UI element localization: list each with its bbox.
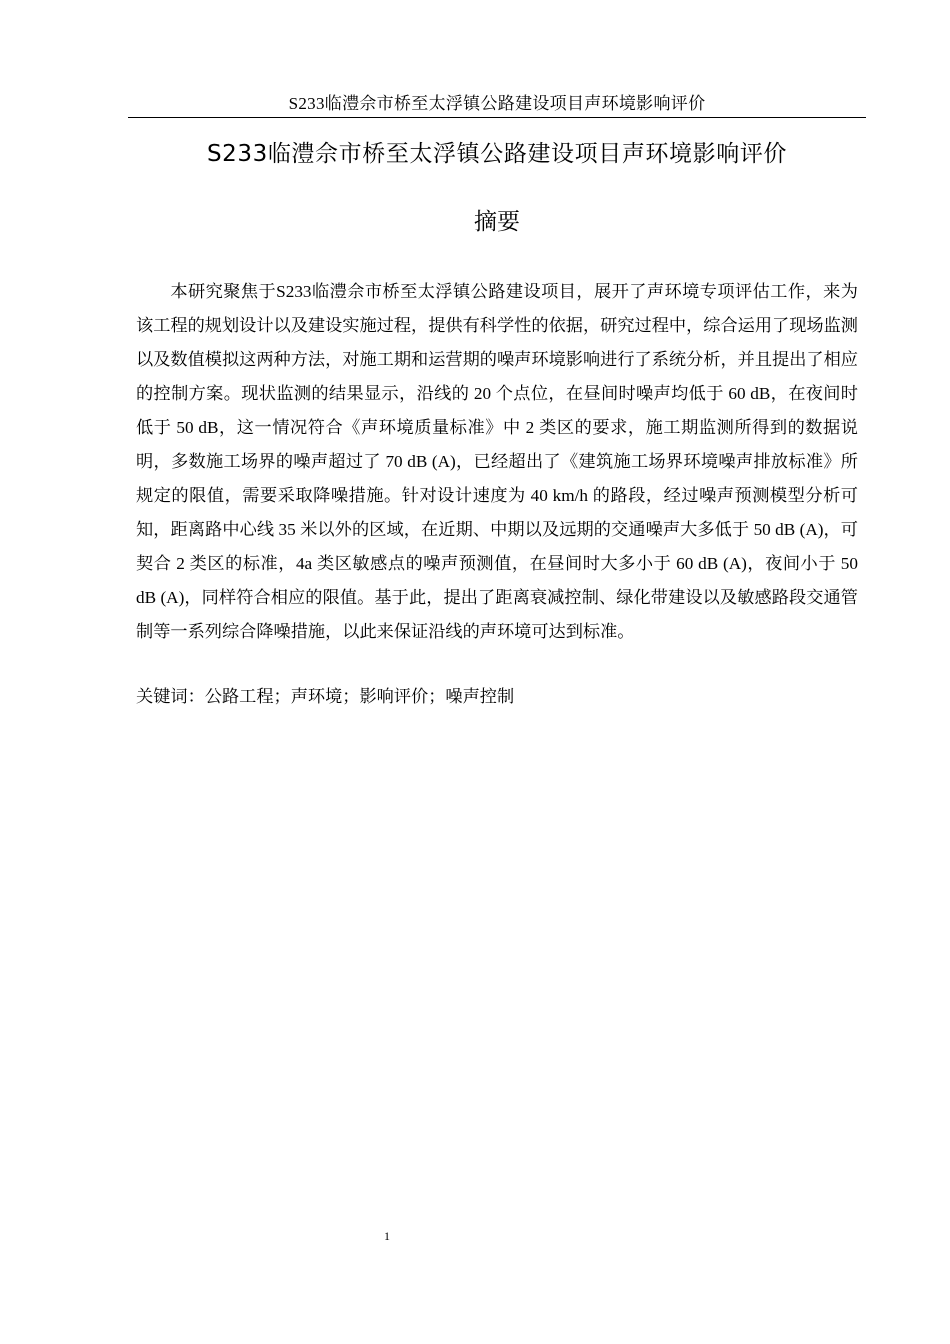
document-title: S233临澧佘市桥至太浮镇公路建设项目声环境影响评价	[206, 141, 788, 167]
abstract-body: 本研究聚焦于S233临澧佘市桥至太浮镇公路建设项目，展开了声环境专项评估工作，来为该工程的规划设计以及建设实施过程，提供有科学性的依据，研究过程中，综合运用了现场监测以及数值模拟这两种方法，对施工期和运营期的噪声环境影响进行了系统分析，并且提出了相应的控制方案。现状监测的结果显示，沿线的 20 个点位，在昼间时噪声均低于 60 dB，在夜间时低于 50 dB，这一情况符合《声环境质量标准》中 2 类区的要求，施工期监测所得到的数据说明，多数施工场界的噪声超过了 70 dB (A)，已经超出了《建筑施工场界环境噪声排放标准》所规定的限值，需要采取降噪措施。针对设计速度为 40 km/h 的路段，经过噪声预测模型分析可知，距离路中心线 35 米以外的区域，在近期、中期以及远期的交通噪声大多低于 50 dB (A)，可契合 2 类区的标准，4a 类区敏感点的噪声预测值，在昼间时大多小于 60 dB (A)，夜间小于 50 dB (A)，同样符合相应的限值。基于此，提出了距离衰减控制、绿化带建设以及敏感路段交通管制等一系列综合降噪措施，以此来保证沿线的声环境可达到标准。	[136, 282, 858, 641]
header-divider	[128, 117, 866, 118]
page-number: 1	[384, 1229, 390, 1243]
abstract-heading: 摘要	[474, 209, 520, 235]
keywords-line: 关键词：公路工程；声环境；影响评价；噪声控制	[136, 687, 515, 706]
running-header: S233临澧佘市桥至太浮镇公路建设项目声环境影响评价	[288, 94, 706, 113]
